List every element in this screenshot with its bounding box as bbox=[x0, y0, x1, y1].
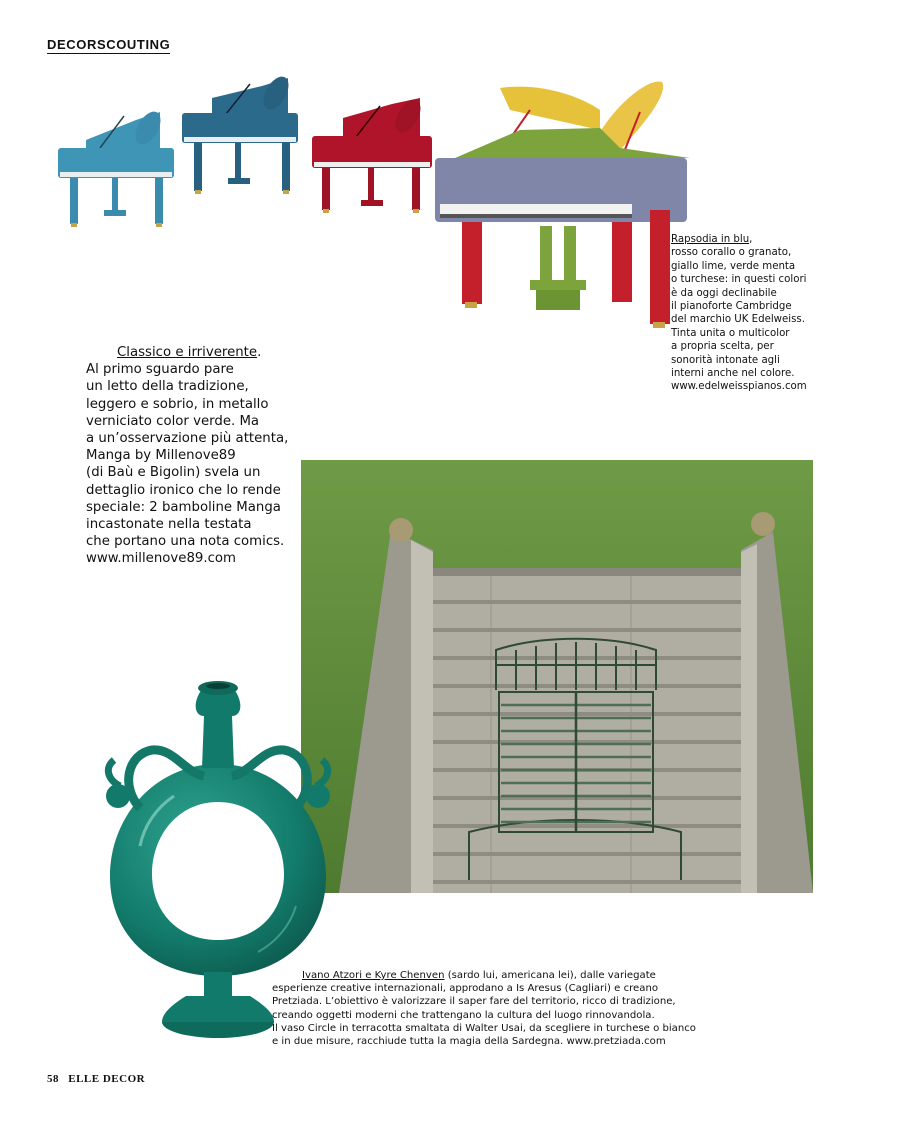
section-label: DECORSCOUTING bbox=[47, 37, 171, 52]
vase-caption-line: Il vaso Circle in terracotta smaltata di Walter Usai, da scegliere in turchese o bianco bbox=[272, 1022, 696, 1034]
vase-caption bbox=[272, 969, 722, 1048]
bed-caption-lead: Classico e irriverente bbox=[117, 345, 258, 360]
piano-caption-line: sonorità intonate agli bbox=[671, 354, 780, 366]
bed-caption-line: Manga by Millenove89 bbox=[86, 448, 236, 464]
page-footer bbox=[47, 1073, 145, 1085]
bed-caption-line: un letto della tradizione, bbox=[86, 379, 249, 395]
piano-caption-line: o turchese: in questi colori bbox=[671, 274, 807, 286]
vase-caption-lead: Ivano Atzori e Kyre Chenven bbox=[302, 970, 445, 981]
vase-caption-line: Pretziada. L’obiettivo è valorizzare il saper fare del territorio, ricco di tradizione, bbox=[272, 996, 676, 1008]
vase-caption-line: esperienze creative internazionali, approdano a Is Aresus (Cagliari) e creano bbox=[272, 983, 659, 995]
magazine-name: ELLE DECOR bbox=[68, 1073, 146, 1085]
bed-caption-line: Al primo sguardo pare bbox=[86, 362, 234, 378]
piano-caption-line: il pianoforte Cambridge bbox=[671, 301, 792, 313]
piano-red bbox=[312, 95, 432, 213]
vase-caption-line: creando oggetti moderni che trattengano la cultura del luogo rinnovandola. bbox=[272, 1009, 655, 1021]
piano-caption-line: Tinta unita o multicolor bbox=[671, 327, 790, 339]
page-number: 58 bbox=[47, 1073, 59, 1085]
bed-caption-line: speciale: 2 bamboline Manga bbox=[86, 499, 281, 515]
piano-caption: Rapsodia in blu, rosso corallo o granato, giallo lime, verde menta o turchese: in questi colori è da oggi declinabile il pianoforte Cambridge del marchio UK Edelweiss. Tinta unita o multicolor a propria scelta, per sonorità intonate agli interni anche nel colore. www.edelweisspianos.com bbox=[671, 233, 831, 394]
bed-caption-line: (di Baù e Bigolin) svela un bbox=[86, 465, 261, 481]
piano-blue bbox=[182, 72, 298, 194]
piano-caption-line: del marchio UK Edelweiss. bbox=[671, 314, 805, 326]
bed-caption-line: dettaglio ironico che lo rende bbox=[86, 482, 281, 498]
piano-caption-line: a propria scelta, per bbox=[671, 341, 774, 353]
bed-caption: Classico e irriverente. Al primo sguardo pare un letto della tradizione, leggero e sobrio, in metallo verniciato color verde. Ma a un’osservazione più attenta, Manga by Millenove89 (di Baù e Bigolin) svela un dettaglio ironico che lo rende speciale: 2 bamboline Manga incastonate nella testata che portano una nota comics. www.millenove89.com bbox=[86, 344, 316, 568]
bed-caption-line: che portano una nota comics. bbox=[86, 534, 285, 550]
piano-multicolor bbox=[435, 82, 690, 328]
piano-teal bbox=[58, 107, 174, 227]
piano-caption-link[interactable]: www.edelweisspianos.com bbox=[671, 381, 807, 393]
bed-caption-line: incastonate nella testata bbox=[86, 517, 252, 533]
bed-caption-line: a un’osservazione più attenta, bbox=[86, 431, 289, 447]
piano-caption-line: interni anche nel colore. bbox=[671, 368, 795, 380]
bed-caption-link[interactable]: www.millenove89.com bbox=[86, 551, 237, 567]
bed-caption-line: verniciato color verde. Ma bbox=[86, 413, 260, 429]
piano-caption-line: giallo lime, verde menta bbox=[671, 260, 796, 272]
vase-caption-line: e in due misure, racchiude tutta la magia della Sardegna. www.pretziada.com bbox=[272, 1036, 666, 1048]
bed-photo bbox=[301, 460, 813, 893]
bed-caption-line: leggero e sobrio, in metallo bbox=[86, 396, 269, 412]
vase-caption-first-rest: (sardo lui, americana lei), dalle variegate bbox=[444, 970, 656, 981]
piano-caption-line: rosso corallo o granato, bbox=[671, 247, 792, 259]
piano-caption-line: è da oggi declinabile bbox=[671, 287, 777, 299]
piano-caption-lead: Rapsodia in blu bbox=[671, 234, 750, 245]
